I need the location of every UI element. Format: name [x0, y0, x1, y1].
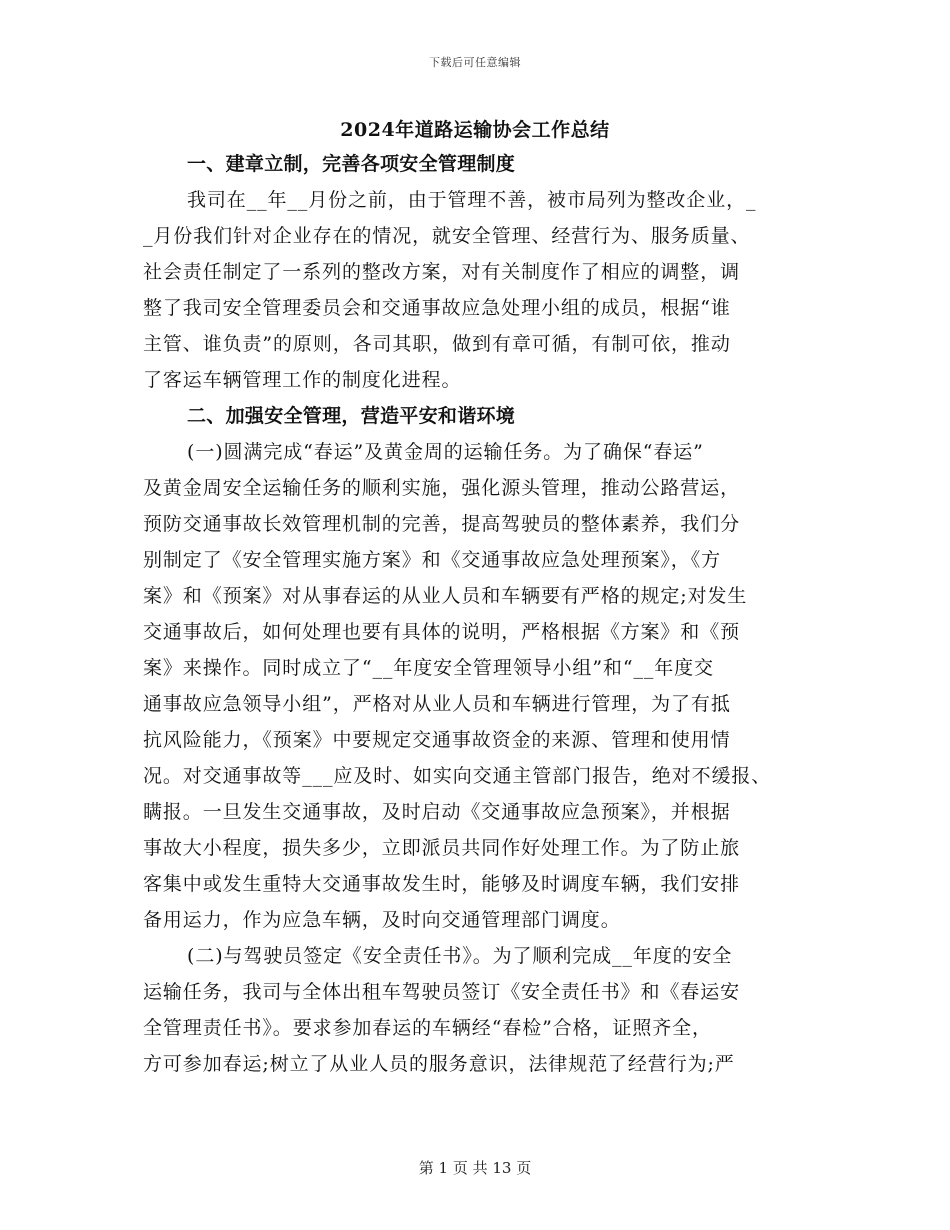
- text-line: 案》和《预案》对从事春运的从业人员和车辆要有严格的规定;对发生: [143, 585, 748, 607]
- text-line: (一)圆满完成“春运”及黄金周的运输任务。为了确保“春运”: [187, 441, 704, 463]
- text-line: 预防交通事故长效管理机制的完善，提高驾驶员的整体素养，我们分: [143, 513, 741, 535]
- section-heading: 二、加强安全管理，营造平安和谐环境: [187, 405, 516, 427]
- text-line: 主管、谁负责”的原则，各司其职，做到有章可循，有制可依，推动: [143, 333, 731, 355]
- text-line: 备用运力，作为应急车辆，及时向交通管理部门调度。: [143, 909, 621, 931]
- text-line: 别制定了《安全管理实施方案》和《交通事故应急处理预案》，《方: [143, 549, 722, 571]
- paragraph: [143, 182, 809, 398]
- section-heading: 一、建章立制，完善各项安全管理制度: [187, 153, 516, 175]
- text-line: 交通事故后，如何处理也要有具体的说明，严格根据《方案》和《预: [143, 621, 741, 643]
- text-line: 整了我司安全管理委员会和交通事故应急处理小组的成员，根据“谁: [143, 297, 731, 319]
- document-body: [143, 146, 809, 1082]
- paragraph: [143, 938, 809, 1082]
- text-line: 通事故应急领导小组”，严格对从业人员和车辆进行管理，为了有抵: [143, 693, 731, 715]
- text-line: _月份我们针对企业存在的情况，就安全管理、经营行为、服务质量、: [143, 225, 751, 247]
- text-line: 了客运车辆管理工作的制度化进程。: [143, 369, 462, 391]
- text-line: 社会责任制定了一系列的整改方案，对有关制度作了相应的调整，调: [143, 261, 741, 283]
- text-line: 及黄金周安全运输任务的顺利实施，强化源头管理，推动公路营运，: [143, 477, 741, 499]
- text-line: 案》来操作。同时成立了“__年度安全管理领导小组”和“__年度交: [143, 657, 714, 679]
- document-title: 2024年道路运输协会工作总结: [340, 119, 610, 141]
- text-line: (二)与驾驶员签定《安全责任书》。为了顺利完成__年度的安全: [187, 945, 733, 967]
- text-line: 我司在__年__月份之前，由于管理不善，被市局列为整改企业，_: [187, 189, 757, 211]
- text-line: 瞒报。一旦发生交通事故，及时启动《交通事故应急预案》，并根据: [143, 801, 731, 823]
- text-line: 事故大小程度，损失多少，立即派员共同作好处理工作。为了防止旅: [143, 837, 741, 859]
- text-line: 抗风险能力，《预案》中要规定交通事故资金的来源、管理和使用情: [143, 729, 731, 751]
- header-note: 下载后可任意编辑: [429, 56, 521, 69]
- text-line: 况。对交通事故等___应及时、如实向交通主管部门报告，绝对不缓报、: [143, 765, 772, 787]
- text-line: 运输任务，我司与全体出租车驾驶员签订《安全责任书》和《春运安: [143, 981, 741, 1003]
- paragraph: [143, 434, 809, 938]
- text-line: 方可参加春运;树立了从业人员的服务意识，法律规范了经营行为;严: [143, 1053, 735, 1075]
- text-line: 全管理责任书》。要求参加春运的车辆经“春检”合格，证照齐全，: [143, 1017, 712, 1039]
- page-number: 第 1 页 共 13 页: [418, 1159, 532, 1177]
- text-line: 客集中或发生重特大交通事故发生时，能够及时调度车辆，我们安排: [143, 873, 741, 895]
